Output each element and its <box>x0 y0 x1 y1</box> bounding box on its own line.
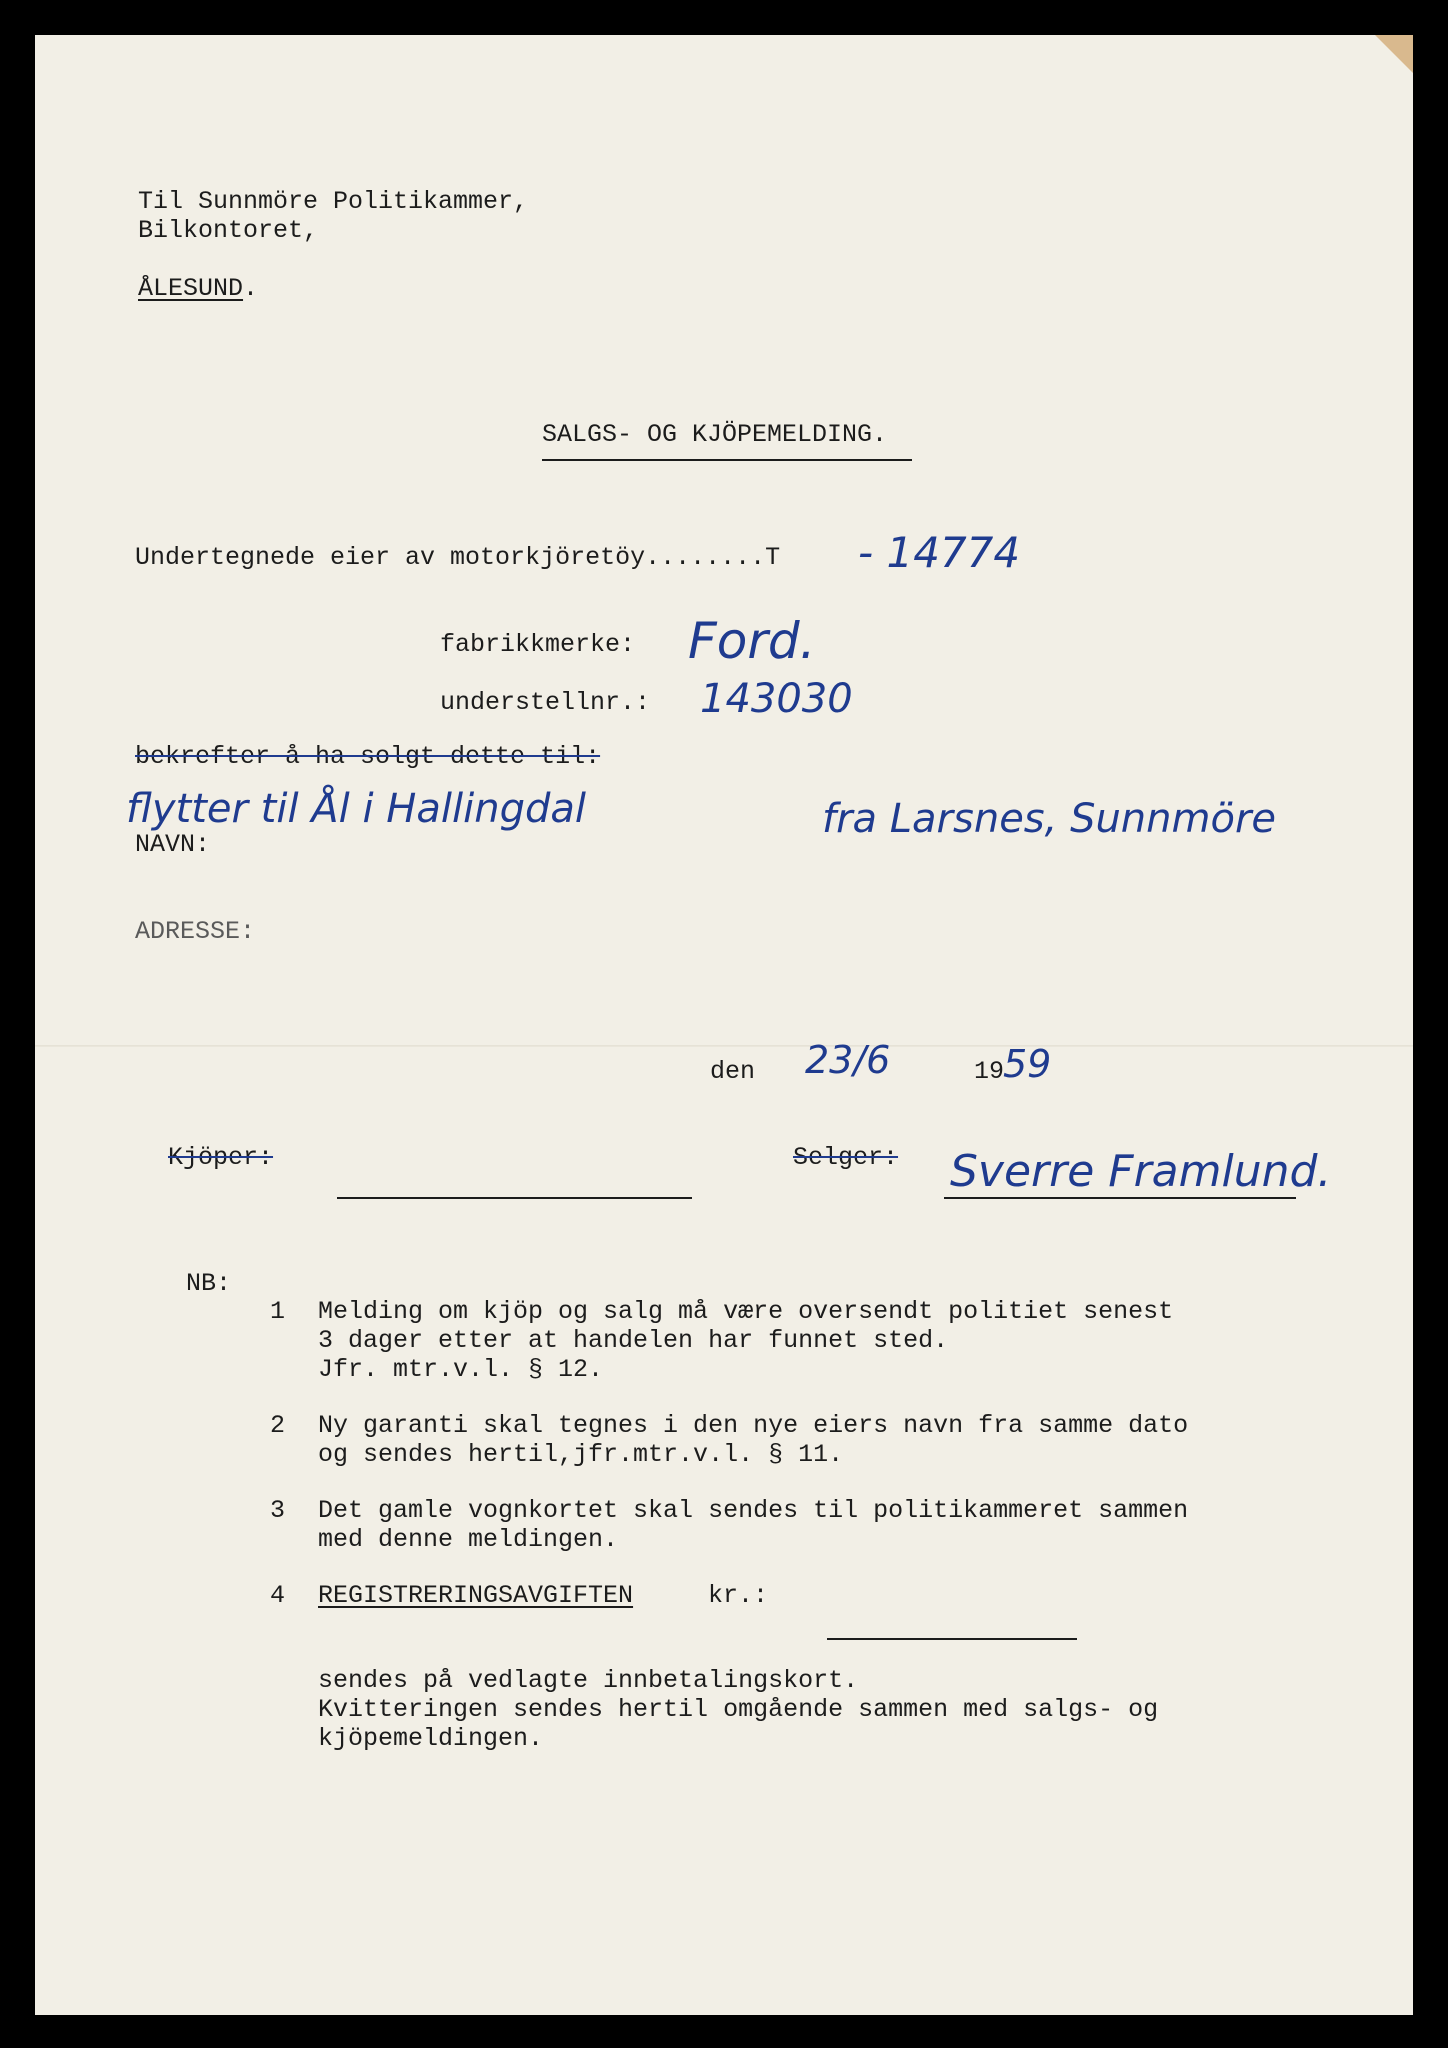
nb-item-4-suffix: kr.: <box>708 1581 769 1610</box>
date-day-month: 23/6 <box>805 1038 891 1082</box>
torn-corner <box>1375 35 1413 73</box>
nb-item-4-number: 4 <box>270 1581 286 1610</box>
nb-item-2-line-1: Ny garanti skal tegnes i den nye eiers navn fra samme dato <box>318 1411 1189 1440</box>
address-city: ÅLESUND <box>138 274 244 303</box>
handwritten-note: flytter til Ål i Hallingdal <box>126 786 586 832</box>
address-city-suffix: . <box>243 274 259 303</box>
date-year-handwritten: 59 <box>1003 1042 1052 1086</box>
nb-footer-line-1: sendes på vedlagte innbetalingskort. <box>318 1666 859 1695</box>
nb-item-3-line-1: Det gamle vognkortet skal sendes til politikammeret sammen <box>318 1496 1189 1525</box>
document-title: SALGS- OG KJÖPEMELDING. <box>542 420 888 449</box>
buyer-signature-line <box>337 1197 692 1199</box>
nb-item-1-number: 1 <box>270 1297 286 1326</box>
address-line-2: Bilkontoret, <box>138 216 319 245</box>
nb-label: NB: <box>186 1269 232 1298</box>
seller-signature: Sverre Framlund. <box>950 1146 1332 1197</box>
address-city-row <box>138 274 258 304</box>
nb-footer-line-3: kjöpemeldingen. <box>318 1724 544 1753</box>
confirm-struck: bekrefter å ha solgt dette til: <box>135 742 601 771</box>
registration-number: - 14774 <box>858 528 1021 577</box>
title-underline <box>542 459 912 461</box>
fold-line <box>35 1045 1413 1047</box>
seller-signature-line <box>944 1197 1296 1199</box>
name-label: NAVN: <box>135 830 211 859</box>
owner-label: Undertegnede eier av motorkjöretöy........T <box>135 543 781 572</box>
nb-item-2-number: 2 <box>270 1411 286 1440</box>
nb-item-3-number: 3 <box>270 1496 286 1525</box>
make-value: Ford. <box>688 612 816 670</box>
address-label: ADRESSE: <box>135 917 256 946</box>
address-line-1: Til Sunnmöre Politikammer, <box>138 187 529 216</box>
chassis-label: understellnr.: <box>440 688 651 717</box>
nb-item-3-line-2: med denne meldingen. <box>318 1525 619 1554</box>
make-label: fabrikkmerke: <box>440 630 636 659</box>
chassis-value: 143030 <box>700 676 853 722</box>
nb-footer-line-2: Kvitteringen sendes hertil omgående sammen med salgs- og <box>318 1695 1159 1724</box>
nb-item-1-line-1: Melding om kjöp og salg må være oversendt politiet senest <box>318 1297 1174 1326</box>
handwritten-note-origin: fra Larsnes, Sunnmöre <box>822 796 1277 842</box>
fee-amount-line <box>827 1638 1077 1640</box>
date-year-printed: 19 <box>974 1057 1005 1086</box>
nb-item-1-line-3: Jfr. mtr.v.l. § 12. <box>318 1355 604 1384</box>
seller-label: Selger: <box>793 1143 899 1172</box>
date-prefix: den <box>710 1057 756 1086</box>
nb-item-4-heading: REGISTRERINGSAVGIFTEN <box>318 1581 634 1610</box>
nb-item-1-line-2: 3 dager etter at handelen har funnet sted. <box>318 1326 949 1355</box>
nb-item-2-line-2: og sendes hertil,jfr.mtr.v.l. § 11. <box>318 1440 844 1469</box>
buyer-label: Kjöper: <box>168 1143 274 1172</box>
